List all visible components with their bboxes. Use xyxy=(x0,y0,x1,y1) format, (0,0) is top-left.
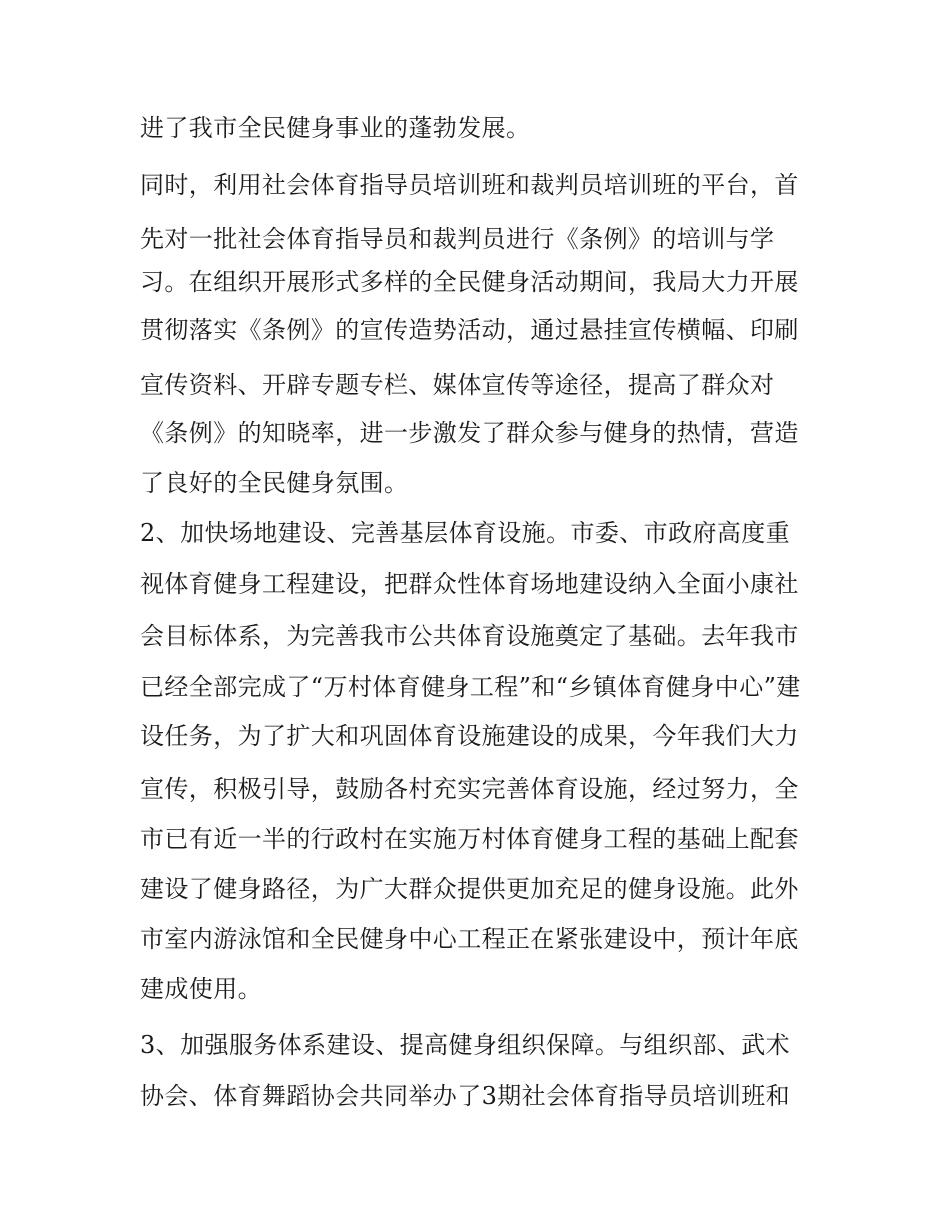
text-line: 宣传资料、开辟专题专栏、媒体宣传等途径，提高了群众对 xyxy=(140,371,775,399)
text-line: 3、加强服务体系建设、提高健身组织保障。与组织部、武术 xyxy=(140,1031,791,1059)
text-line: 了良好的全民健身氛围。 xyxy=(140,469,409,497)
text-line: 视体育健身工程建设，把群众性体育场地建设纳入全面小康社 xyxy=(140,570,799,598)
text-line: 习。在组织开展形式多样的全民健身活动期间，我局大力开展 xyxy=(140,268,799,296)
text-line: 市已有近一半的行政村在实施万村体育健身工程的基础上配套 xyxy=(140,825,799,853)
text-line: 先对一批社会体育指导员和裁判员进行《条例》的培训与学 xyxy=(140,225,775,253)
text-line: 贯彻落实《条例》的宣传造势活动，通过悬挂宣传横幅、印刷 xyxy=(140,316,799,344)
text-line: 协会、体育舞蹈协会共同举办了3期社会体育指导员培训班和 xyxy=(140,1082,791,1110)
text-line: 同时，利用社会体育指导员培训班和裁判员培训班的平台，首 xyxy=(140,171,799,199)
text-line: 会目标体系，为完善我市公共体育设施奠定了基础。去年我市 xyxy=(140,622,799,650)
text-line: 宣传，积极引导，鼓励各村充实完善体育设施，经过努力，全 xyxy=(140,775,799,803)
text-line: 《条例》的知晓率，进一步激发了群众参与健身的热情，营造 xyxy=(140,419,799,447)
text-line: 市室内游泳馆和全民健身中心工程正在紧张建设中，预计年底 xyxy=(140,925,799,953)
text-line: 进了我市全民健身事业的蓬勃发展。 xyxy=(140,114,531,142)
text-line: 2、加快场地建设、完善基层体育设施。市委、市政府高度重 xyxy=(140,519,791,547)
text-line: 建成使用。 xyxy=(140,975,262,1003)
text-line: 已经全部完成了“万村体育健身工程”和“乡镇体育健身中心”建 xyxy=(140,673,801,701)
text-line: 设任务，为了扩大和巩固体育设施建设的成果，今年我们大力 xyxy=(140,722,799,750)
text-line: 建设了健身路径，为广大群众提供更加充足的健身设施。此外 xyxy=(140,875,799,903)
